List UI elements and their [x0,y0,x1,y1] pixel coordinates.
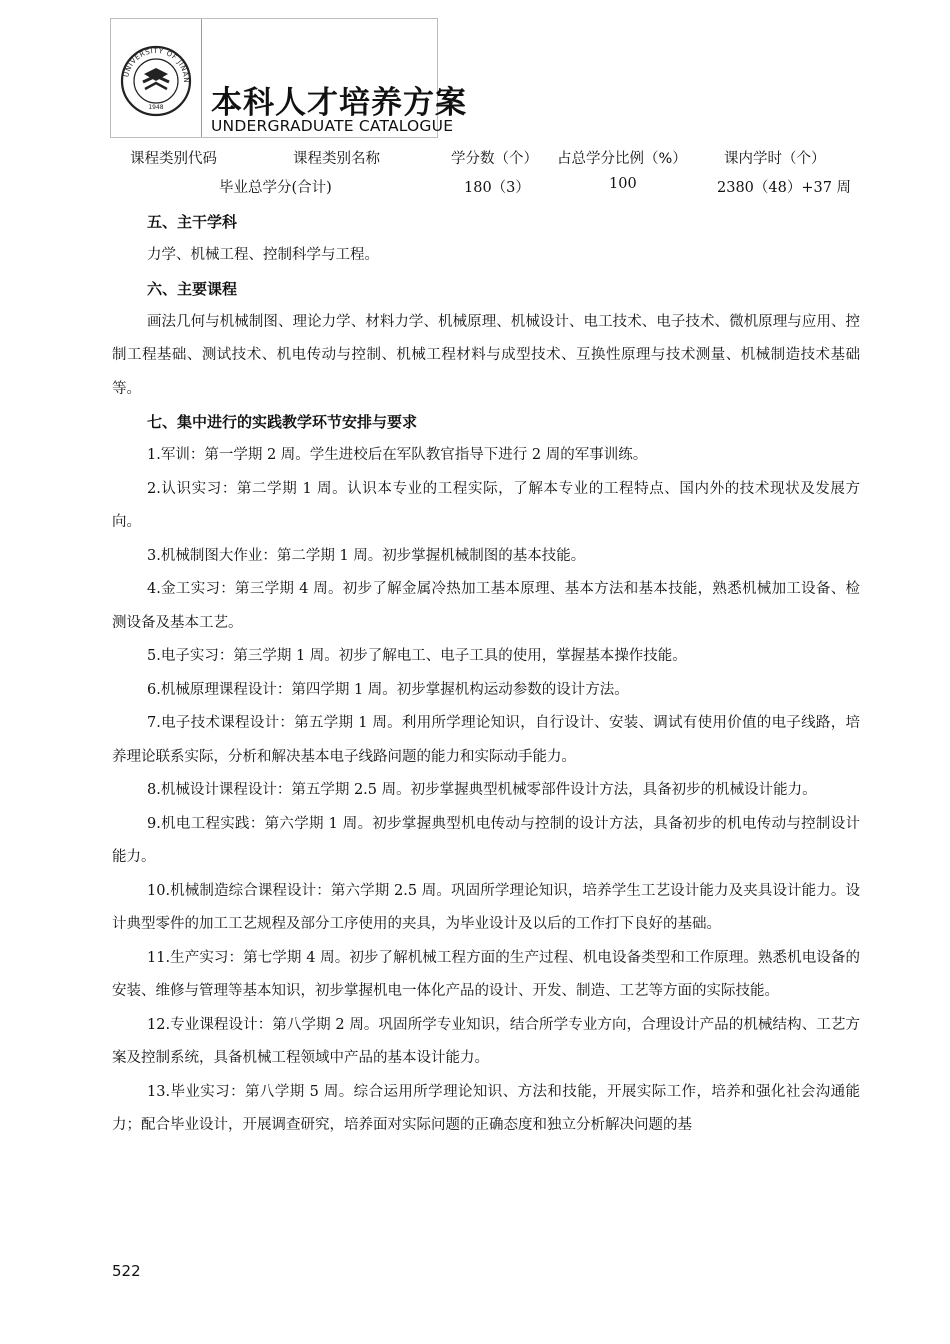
paragraph: 力学、机械工程、控制科学与工程。 [147,247,379,263]
catalogue-title-cn: 本科人才培养方案 [211,85,467,121]
catalogue-title-en: UNDERGRADUATE CATALOGUE [211,117,454,135]
paragraph: 11.生产实习：第七学期 4 周。初步了解机械工程方面的生产过程、机电设备类型和工作原理。熟悉机电设备的安装、维修与管理等基本知识，初步掌握机电一体化产品的设计、开发、制造、工艺等方面的实际技能。 [112,949,860,999]
paragraph: 7.电子技术课程设计：第五学期 1 周。利用所学理论知识，自行设计、安装、调试有使用价值的电子线路，培养理论联系实际，分析和解决基本电子线路问题的能力和实际动手能力。 [112,715,860,765]
column-header: 占总学分比例（%） [557,151,687,167]
svg-text:1948: 1948 [148,104,164,111]
paragraph: 1.军训：第一学期 2 周。学生进校后在军队教官指导下进行 2 周的军事训练。 [147,447,648,463]
section-heading: 五、主干学科 [147,213,238,231]
paragraph: 2.认识实习：第二学期 1 周。认识本专业的工程实际，了解本专业的工程特点、国内外的技术现状及发展方向。 [112,480,860,530]
column-header: 课程类别名称 [293,151,380,167]
header-divider [201,19,202,137]
column-header: 课内学时（个） [724,151,826,167]
credit-table-header [0,147,950,167]
row-ratio-cell: 100 [609,176,637,192]
row-hours-cell: 2380（48）+37 周 [717,180,852,196]
paragraph: 画法几何与机械制图、理论力学、材料力学、机械原理、机械设计、电工技术、电子技术、微机原理与应用、控制工程基础、测试技术、机电传动与控制、机械工程材料与成型技术、互换性原理与技术测量、机械制造技术基础等。 [112,313,860,397]
paragraph: 5.电子实习：第三学期 1 周。初步了解电工、电子工具的使用，掌握基本操作技能。 [147,648,687,664]
row-credits-cell: 180（3） [464,180,530,196]
university-seal-icon [111,19,201,137]
university-logo [111,19,201,137]
paragraph: 9.机电工程实践：第六学期 1 周。初步掌握典型机电传动与控制的设计方法，具备初步的机电传动与控制设计能力。 [112,815,860,865]
paragraph: 10.机械制造综合课程设计：第六学期 2.5 周。巩固所学理论知识，培养学生工艺设计能力及夹具设计能力。设计典型零件的加工工艺规程及部分工序使用的夹具，为毕业设计及以后的工作打下良好的基础。 [112,882,860,932]
row-name-cell: 毕业总学分(合计) [219,180,332,196]
document-body [112,206,860,1143]
column-header: 学分数（个） [451,151,538,167]
page-number: 522 [112,1262,141,1280]
paragraph: 3.机械制图大作业：第二学期 1 周。初步掌握机械制图的基本技能。 [147,547,586,564]
section-heading: 六、主要课程 [147,279,238,298]
section-heading: 七、集中进行的实践教学环节安排与要求 [147,413,418,431]
paragraph: 12.专业课程设计：第八学期 2 周。巩固所学专业知识，结合所学专业方向，合理设计产品的机械结构、工艺方案及控制系统，具备机械工程领域中产品的基本设计能力。 [112,1016,860,1066]
catalogue-header [110,18,467,138]
table-row [0,176,950,196]
paragraph: 8.机械设计课程设计：第五学期 2.5 周。初步掌握典型机械零部件设计方法，具备初步的机械设计能力。 [147,782,817,798]
paragraph: 4.金工实习：第三学期 4 周。初步了解金属冷热加工基本原理、基本方法和基本技能，熟悉机械加工设备、检测设备及基本工艺。 [112,581,860,631]
paragraph: 6.机械原理课程设计：第四学期 1 周。初步掌握机构运动参数的设计方法。 [147,681,629,698]
column-header: 课程类别代码 [130,151,217,167]
svg-text:UNIVERSITY OF JINAN: UNIVERSITY OF JINAN [122,46,191,84]
paragraph: 13.毕业实习：第八学期 5 周。综合运用所学理论知识、方法和技能，开展实际工作，培养和强化社会沟通能力；配合毕业设计，开展调查研究，培养面对实际问题的正确态度和独立分析解决问题的基 [112,1083,860,1133]
